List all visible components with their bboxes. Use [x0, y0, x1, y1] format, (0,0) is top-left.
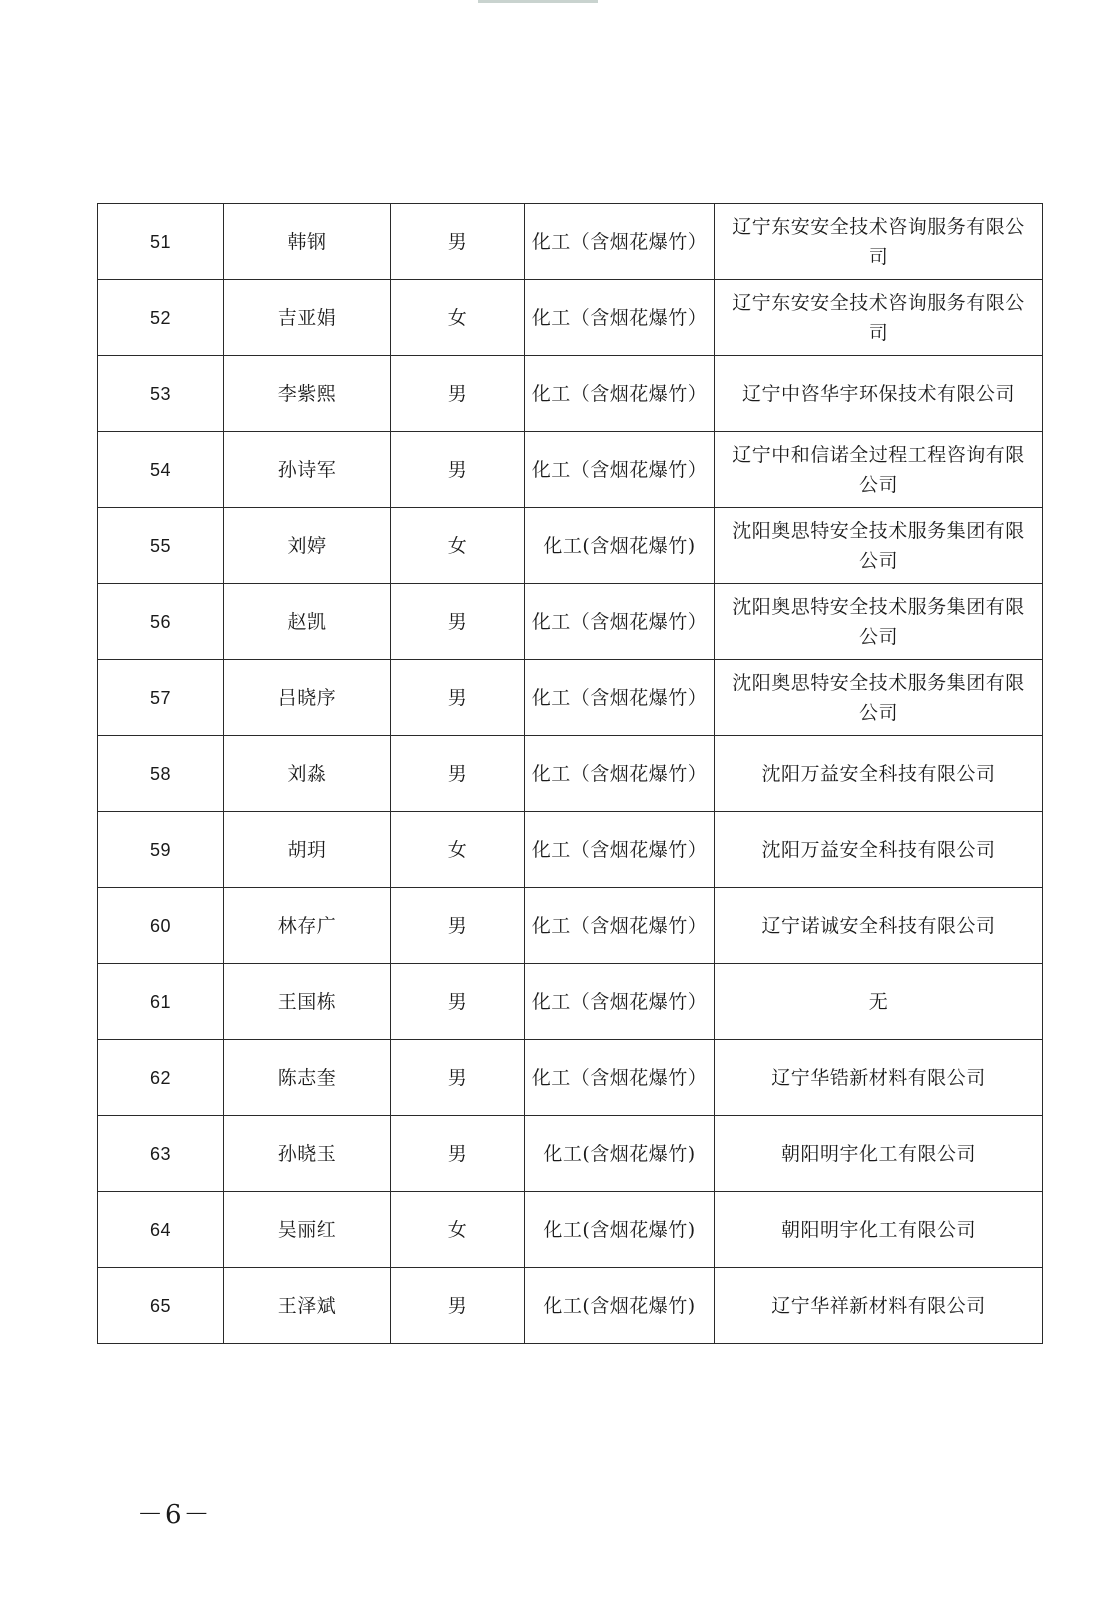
table-row: [98, 888, 1043, 964]
specialty-cell: 化工(含烟花爆竹): [525, 1268, 715, 1344]
row-number-cell: 55: [98, 508, 224, 584]
table-row: [98, 1116, 1043, 1192]
gender-cell: 男: [391, 736, 525, 812]
name-cell: 孙晓玉: [224, 1116, 391, 1192]
row-number-cell: 56: [98, 584, 224, 660]
gender-cell: 女: [391, 1192, 525, 1268]
row-number-cell: 65: [98, 1268, 224, 1344]
row-number-cell: 51: [98, 204, 224, 280]
table-row: [98, 964, 1043, 1040]
specialty-cell: 化工（含烟花爆竹）: [525, 1040, 715, 1116]
gender-cell: 女: [391, 508, 525, 584]
roster-table-body: [98, 204, 1043, 1344]
gender-cell: 男: [391, 964, 525, 1040]
specialty-cell: 化工（含烟花爆竹）: [525, 964, 715, 1040]
row-number-cell: 61: [98, 964, 224, 1040]
row-number-cell: 57: [98, 660, 224, 736]
specialty-cell: 化工（含烟花爆竹）: [525, 888, 715, 964]
specialty-cell: 化工(含烟花爆竹): [525, 508, 715, 584]
name-cell: 林存广: [224, 888, 391, 964]
specialty-cell: 化工（含烟花爆竹）: [525, 204, 715, 280]
gender-cell: 男: [391, 204, 525, 280]
name-cell: 胡玥: [224, 812, 391, 888]
gender-cell: 男: [391, 356, 525, 432]
company-cell: 辽宁东安安全技术咨询服务有限公司: [715, 280, 1043, 356]
row-number-cell: 54: [98, 432, 224, 508]
page-number: －6－: [137, 1500, 212, 1530]
name-cell: 陈志奎: [224, 1040, 391, 1116]
name-cell: 赵凯: [224, 584, 391, 660]
company-cell: 朝阳明宇化工有限公司: [715, 1116, 1043, 1192]
company-cell: 辽宁华祥新材料有限公司: [715, 1268, 1043, 1344]
table-row: [98, 812, 1043, 888]
company-cell: 沈阳万益安全科技有限公司: [715, 812, 1043, 888]
name-cell: 刘淼: [224, 736, 391, 812]
table-row: [98, 1192, 1043, 1268]
specialty-cell: 化工（含烟花爆竹）: [525, 432, 715, 508]
name-cell: 王国栋: [224, 964, 391, 1040]
name-cell: 韩钢: [224, 204, 391, 280]
company-cell: 辽宁东安安全技术咨询服务有限公司: [715, 204, 1043, 280]
name-cell: 王泽斌: [224, 1268, 391, 1344]
gender-cell: 男: [391, 432, 525, 508]
company-cell: 辽宁中和信诺全过程工程咨询有限公司: [715, 432, 1043, 508]
row-number-cell: 53: [98, 356, 224, 432]
table-row: [98, 280, 1043, 356]
name-cell: 孙诗军: [224, 432, 391, 508]
table-row: [98, 356, 1043, 432]
specialty-cell: 化工（含烟花爆竹）: [525, 584, 715, 660]
gender-cell: 男: [391, 660, 525, 736]
table-row: [98, 432, 1043, 508]
gender-cell: 男: [391, 1268, 525, 1344]
gender-cell: 男: [391, 1040, 525, 1116]
gender-cell: 女: [391, 812, 525, 888]
company-cell: 沈阳万益安全科技有限公司: [715, 736, 1043, 812]
company-cell: 辽宁华锆新材料有限公司: [715, 1040, 1043, 1116]
specialty-cell: 化工(含烟花爆竹): [525, 1192, 715, 1268]
company-cell: 沈阳奥思特安全技术服务集团有限公司: [715, 584, 1043, 660]
row-number-cell: 64: [98, 1192, 224, 1268]
table-row: [98, 1268, 1043, 1344]
company-cell: 辽宁中咨华宇环保技术有限公司: [715, 356, 1043, 432]
company-cell: 沈阳奥思特安全技术服务集团有限公司: [715, 660, 1043, 736]
specialty-cell: 化工（含烟花爆竹）: [525, 736, 715, 812]
gender-cell: 男: [391, 1116, 525, 1192]
table-row: [98, 660, 1043, 736]
name-cell: 吕晓序: [224, 660, 391, 736]
company-cell: 无: [715, 964, 1043, 1040]
specialty-cell: 化工（含烟花爆竹）: [525, 812, 715, 888]
row-number-cell: 58: [98, 736, 224, 812]
specialty-cell: 化工(含烟花爆竹): [525, 1116, 715, 1192]
table-row: [98, 584, 1043, 660]
table-row: [98, 204, 1043, 280]
gender-cell: 男: [391, 584, 525, 660]
company-cell: 辽宁诺诚安全科技有限公司: [715, 888, 1043, 964]
expert-roster-table: [97, 203, 1043, 1344]
row-number-cell: 59: [98, 812, 224, 888]
name-cell: 李紫熙: [224, 356, 391, 432]
name-cell: 刘婷: [224, 508, 391, 584]
row-number-cell: 62: [98, 1040, 224, 1116]
gender-cell: 女: [391, 280, 525, 356]
name-cell: 吴丽红: [224, 1192, 391, 1268]
row-number-cell: 63: [98, 1116, 224, 1192]
company-cell: 沈阳奥思特安全技术服务集团有限公司: [715, 508, 1043, 584]
name-cell: 吉亚娟: [224, 280, 391, 356]
row-number-cell: 60: [98, 888, 224, 964]
table-row: [98, 1040, 1043, 1116]
table-row: [98, 508, 1043, 584]
company-cell: 朝阳明宇化工有限公司: [715, 1192, 1043, 1268]
gender-cell: 男: [391, 888, 525, 964]
specialty-cell: 化工（含烟花爆竹）: [525, 356, 715, 432]
top-edge-mark: [478, 0, 598, 3]
table-row: [98, 736, 1043, 812]
specialty-cell: 化工（含烟花爆竹）: [525, 280, 715, 356]
row-number-cell: 52: [98, 280, 224, 356]
specialty-cell: 化工（含烟花爆竹）: [525, 660, 715, 736]
